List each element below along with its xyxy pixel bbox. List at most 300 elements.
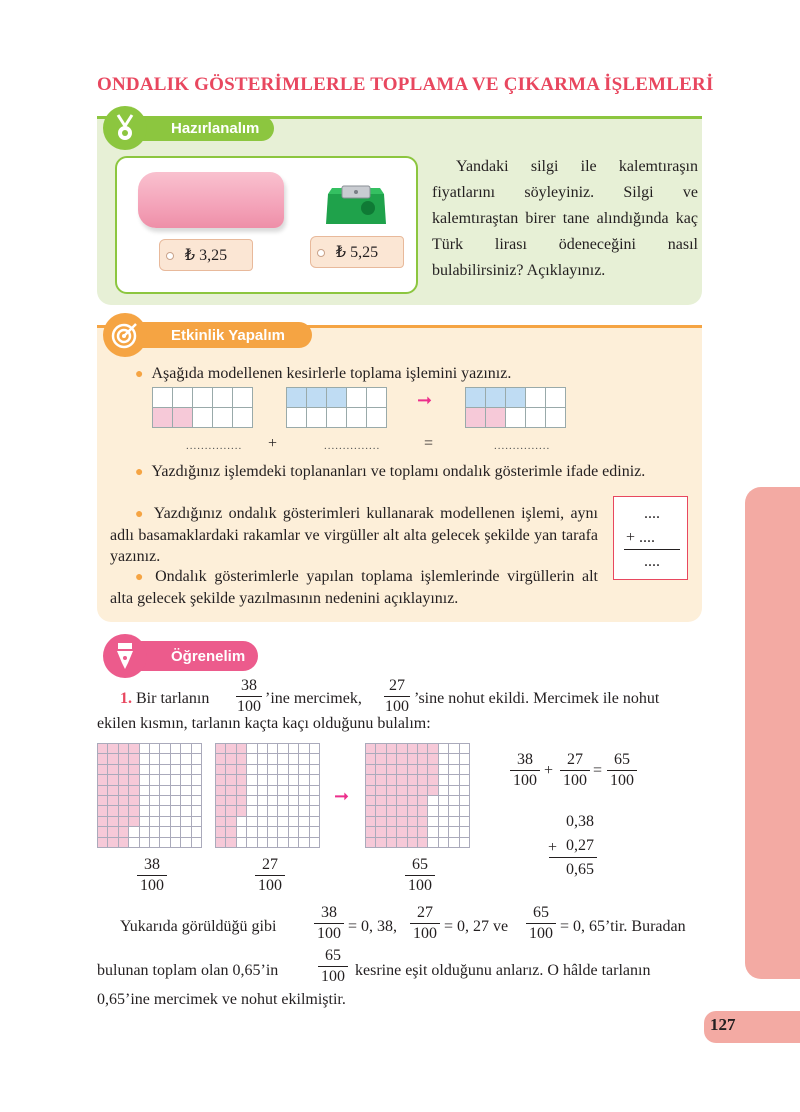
grid-cell [408,786,418,796]
grid-cell [439,744,449,754]
grid-cell [129,765,139,775]
text-segment: 0,65’ine mercimek ve nohut ekilmiştir. [97,991,346,1008]
grid-cell [108,817,118,827]
grid-cell [268,786,278,796]
grid-cell [150,827,160,837]
grid-cell [150,817,160,827]
grid-cell [171,817,181,827]
grid-cell [460,754,470,764]
grid-cell [278,827,288,837]
blank-answer: ............... [186,440,243,452]
grid-cell [237,765,247,775]
grid-cell [460,786,470,796]
grid-cell [181,796,191,806]
grid-cell [310,775,320,785]
grid-cell [119,744,129,754]
denominator: 100 [413,925,437,942]
grid-cell [129,827,139,837]
grid-cell [449,744,459,754]
grid-cell [418,765,428,775]
model-cell [213,388,233,408]
grid-cell [119,765,129,775]
model-cell [526,388,546,408]
grid-cell [408,838,418,848]
grid-cell [310,806,320,816]
grid-cell [237,827,247,837]
grid-cell [418,754,428,764]
model-cell [466,408,486,428]
grid-cell [397,775,407,785]
problem-number: 1. [120,690,132,707]
grid-cell [150,765,160,775]
grid-cell [268,827,278,837]
grid-cell [171,765,181,775]
box-line-2: + .... [626,529,656,546]
grid-cell [408,796,418,806]
model-cell [173,408,193,428]
grid-cell [247,765,257,775]
grid-cell [129,817,139,827]
model-cell [546,388,566,408]
problem-text-1 [120,689,209,709]
grid-cell [247,817,257,827]
grid-cell [171,754,181,764]
grid-cell [449,786,459,796]
grid-cell [366,827,376,837]
grid-cell [397,827,407,837]
grid-cell [439,806,449,816]
grid-cell [258,775,268,785]
grid-cell [310,786,320,796]
grid-cell [129,786,139,796]
grid-cell [418,796,428,806]
text-segment: bulunan toplam olan 0,65’in [97,962,279,979]
grid-cell [278,796,288,806]
grid-cell [376,796,386,806]
grid-cell [129,744,139,754]
bullet-1-text: Aşağıda modellenen kesirlerle toplama işlemini yazınız. [151,365,512,382]
grid-cell [387,786,397,796]
grid-cell [237,786,247,796]
bullet-dot: ● [135,465,144,480]
numerator: 27 [567,751,583,768]
grid-cell [289,765,299,775]
grid-cell [108,838,118,848]
grid-cell [129,775,139,785]
model-cell [367,408,387,428]
grid-cell [181,817,191,827]
grid-cell [408,744,418,754]
grid-cell [278,817,288,827]
grid-cell [237,838,247,848]
grid-cell [108,754,118,764]
grid-cell [439,786,449,796]
grid-cell [108,796,118,806]
grid-cell [150,775,160,785]
grid-cell [98,827,108,837]
grid-cell [289,827,299,837]
denominator: 100 [610,772,634,789]
grid-cell [310,796,320,806]
denominator: 100 [317,925,341,942]
fraction-65-100 [526,904,556,943]
grid-cell [226,744,236,754]
bullet-2-text: Yazdığınız işlemdeki toplananları ve toplamı ondalık gösterimle ifade ediniz. [151,463,646,480]
grid-cell [428,775,438,785]
etkinlik-label: Etkinlik Yapalım [171,326,285,344]
grid-cell [299,765,309,775]
grid-cell [258,827,268,837]
numerator: 65 [614,751,630,768]
grid-cell [366,786,376,796]
grid-cell [268,817,278,827]
eq-fraction-65 [607,751,637,790]
grid-cell [247,838,257,848]
grid-cell [171,796,181,806]
grid-cell [192,806,202,816]
grid-cell [119,817,129,827]
grid-cell [247,806,257,816]
grid-cell [192,754,202,764]
grid-cell [140,786,150,796]
grid-cell [98,806,108,816]
numerator: 65 [412,856,428,873]
grid-cell [299,786,309,796]
grid-cell [387,817,397,827]
model-cell [486,408,506,428]
grid-cell [376,827,386,837]
grid-cell [299,827,309,837]
grid-cell [98,775,108,785]
grid-cell [150,744,160,754]
numerator: 38 [321,904,337,921]
grid-cell [376,838,386,848]
grid-cell [299,775,309,785]
grid-cell [150,796,160,806]
grid-cell [98,744,108,754]
grid-cell [171,806,181,816]
hazirlanalim-label: Hazırlanalım [171,120,260,137]
grid-cell [98,817,108,827]
grid-cell [299,817,309,827]
grid-cell [129,754,139,764]
grid-cell [418,775,428,785]
sharpener-image [320,180,392,235]
grid-cell [150,786,160,796]
fraction-38-100 [236,677,262,716]
grid-cell [140,775,150,785]
equals-sign: = [424,435,434,452]
grid-cell [192,796,202,806]
fraction-27-100 [410,904,440,943]
grid-cell [192,817,202,827]
grid-cell [460,838,470,848]
denominator: 100 [258,877,282,894]
model-cell [307,408,327,428]
grid-cell [289,744,299,754]
model-cell [506,408,526,428]
hundred-grid-27 [215,743,320,848]
grid-cell [160,827,170,837]
blank-answer: ............... [324,440,381,452]
grid-label-38-100 [137,856,167,895]
grid-cell [376,765,386,775]
grid-cell [268,744,278,754]
grid-cell [449,775,459,785]
grid-cell [460,775,470,785]
grid-cell [268,838,278,848]
denominator: 100 [513,772,537,789]
sharpener-price-tag [310,236,404,268]
grid-cell [397,744,407,754]
bullet-dot: ● [135,570,148,585]
grid-cell [258,817,268,827]
grid-cell [129,796,139,806]
grid-label-27-100 [255,856,285,895]
grid-cell [268,754,278,764]
grid-cell [181,786,191,796]
model-cell [466,388,486,408]
box-line-1: .... [644,505,660,522]
sharpener-price: ₺ 5,25 [335,244,379,261]
grid-cell [418,838,428,848]
grid-cell [366,817,376,827]
grid-cell [216,786,226,796]
denominator: 100 [563,772,587,789]
grid-cell [289,775,299,785]
page-title: ONDALIK GÖSTERİMLERLE TOPLAMA VE ÇIKARMA İŞLEMLERİ [97,74,714,95]
bullet-2 [110,461,700,483]
model-cell [287,408,307,428]
grid-cell [108,786,118,796]
grid-cell [192,775,202,785]
denominator: 100 [321,968,345,985]
grid-cell [428,806,438,816]
grid-cell [449,827,459,837]
grid-cell [428,827,438,837]
grid-cell [439,817,449,827]
text-segment: Yukarıda görüldüğü gibi [120,918,277,935]
grid-cell [289,817,299,827]
fraction-65-100 [318,947,348,986]
equals-sign: = [593,762,603,779]
model-cell [486,388,506,408]
numerator: 27 [389,677,405,694]
grid-cell [181,754,191,764]
model-cell [153,388,173,408]
model-cell [546,408,566,428]
grid-cell [226,775,236,785]
grid-cell [397,796,407,806]
side-tab [745,487,800,979]
grid-cell [247,796,257,806]
eraser-price: ₺ 3,25 [184,247,228,264]
denominator: 100 [237,698,261,715]
bullet-3 [110,503,598,567]
grid-cell [226,786,236,796]
grid-cell [387,744,397,754]
grid-cell [376,817,386,827]
grid-cell [418,827,428,837]
grid-cell [397,754,407,764]
grid-cell [140,744,150,754]
model-cell [526,408,546,428]
grid-cell [98,838,108,848]
grid-cell [268,775,278,785]
text-segment: = 0, 38, [348,918,398,935]
grid-cell [216,744,226,754]
grid-cell [140,806,150,816]
model-cell [233,388,253,408]
hazirlanalim-text: Yandaki silgi ile kalemtıraşın fiyatlarını söyleyiniz. Silgi ve kalemtıraştan birer tane alındığında kaç Türk lirası ödeneceğini nasıl bulabilirsiniz? Açıklayınız. [432,158,698,279]
bullet-4 [110,566,598,609]
grid-cell [387,838,397,848]
grid-cell [140,838,150,848]
bullet-3-text: Yazdığınız ondalık gösterimleri kullanarak modellenen işlemi, aynı adlı basamaklardaki rakamlar ve virgüller alt alta gelecek şekilde yan tarafa yazınız. [110,505,598,565]
grid-cell [397,838,407,848]
grid-cell [366,754,376,764]
bullet-1 [135,363,511,385]
grid-cell [387,765,397,775]
box-line-3: .... [644,553,660,570]
arrow-icon: ➞ [417,390,433,410]
grid-cell [376,786,386,796]
grid-cell [192,744,202,754]
grid-cell [278,806,288,816]
grid-cell [418,806,428,816]
model-cell [347,408,367,428]
grid-cell [439,796,449,806]
grid-cell [150,806,160,816]
decimal-addend-1: 0,38 [566,813,594,830]
grid-cell [289,754,299,764]
sum-line [624,549,680,550]
grid-cell [98,796,108,806]
model-cell [367,388,387,408]
eraser-price-tag [159,239,253,271]
model-cell [287,388,307,408]
grid-cell [140,765,150,775]
grid-cell [366,796,376,806]
grid-cell [181,827,191,837]
model-cell [193,408,213,428]
model-cell [506,388,526,408]
text-segment: ’ine mercimek, [265,690,362,707]
grid-cell [216,838,226,848]
grid-cell [418,744,428,754]
numerator: 38 [517,751,533,768]
grid-cell [140,754,150,764]
grid-cell [247,754,257,764]
grid-cell [192,827,202,837]
fraction-27-100 [384,677,410,716]
grid-cell [449,796,459,806]
grid-cell [376,744,386,754]
grid-cell [216,775,226,785]
grid-cell [449,806,459,816]
model-cell [153,408,173,428]
model-cell [307,388,327,408]
grid-cell [408,775,418,785]
numerator: 38 [144,856,160,873]
grid-cell [98,765,108,775]
grid-cell [460,806,470,816]
grid-cell [247,827,257,837]
grid-cell [108,765,118,775]
grid-cell [439,765,449,775]
grid-cell [226,817,236,827]
grid-cell [387,796,397,806]
grid-cell [160,817,170,827]
grid-cell [366,806,376,816]
grid-cell [428,817,438,827]
grid-cell [460,817,470,827]
grid-cell [181,765,191,775]
grid-cell [160,765,170,775]
grid-cell [160,754,170,764]
bullet-dot: ● [135,367,144,382]
grid-cell [408,754,418,764]
grid-cell [366,775,376,785]
grid-cell [460,827,470,837]
grid-cell [449,838,459,848]
grid-cell [237,806,247,816]
grid-cell [108,744,118,754]
grid-cell [258,765,268,775]
grid-cell [226,754,236,764]
grid-cell [119,838,129,848]
grid-cell [408,806,418,816]
model-cell [327,408,347,428]
grid-cell [160,744,170,754]
fraction-model-result [465,387,566,428]
grid-cell [397,806,407,816]
grid-cell [278,838,288,848]
grid-cell [299,754,309,764]
plus-sign: + [544,762,554,779]
grid-cell [129,838,139,848]
grid-cell [278,754,288,764]
grid-cell [226,796,236,806]
grid-cell [181,838,191,848]
grid-label-65-100 [405,856,435,895]
hundred-grid-65 [365,743,470,848]
grid-cell [258,806,268,816]
grid-cell [216,806,226,816]
grid-cell [376,806,386,816]
grid-cell [366,744,376,754]
grid-cell [237,744,247,754]
grid-cell [171,775,181,785]
model-cell [233,408,253,428]
fraction-model-second [286,387,387,428]
grid-cell [119,786,129,796]
grid-cell [226,765,236,775]
grid-cell [171,744,181,754]
fraction-model-first [152,387,253,428]
grid-cell [237,796,247,806]
grid-cell [226,827,236,837]
text-segment: kesrine eşit olduğunu anlarız. O hâlde tarlanın [355,962,651,979]
grid-cell [160,796,170,806]
eq-fraction-38 [510,751,540,790]
grid-cell [216,754,226,764]
model-cell [327,388,347,408]
pen-nib-icon [103,634,147,678]
grid-cell [397,786,407,796]
grid-cell [408,765,418,775]
grid-cell [278,744,288,754]
